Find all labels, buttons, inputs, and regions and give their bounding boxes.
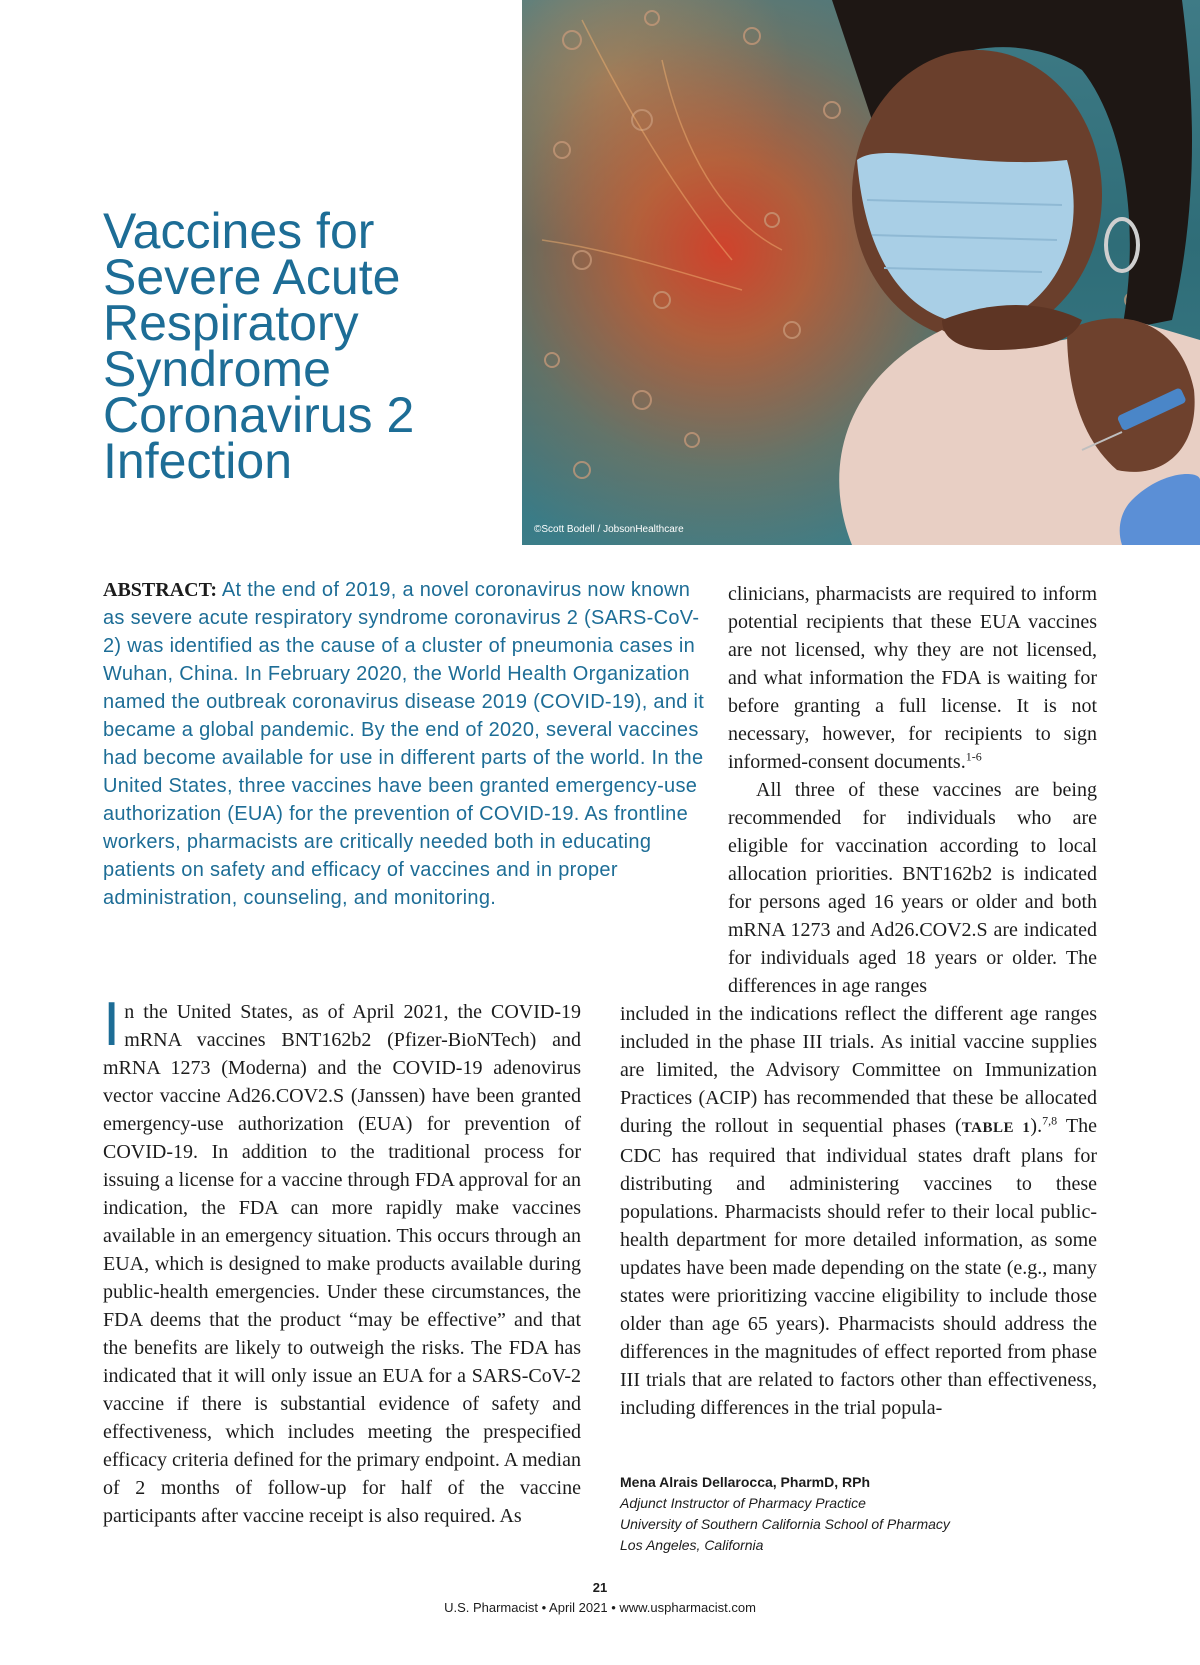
body-paragraph — [103, 990, 581, 1530]
body-paragraph — [728, 580, 1097, 776]
abstract — [103, 576, 715, 912]
body-paragraph — [728, 776, 1097, 1000]
body-column-left — [103, 990, 581, 1530]
paragraph-text: clinicians, pharmacists are required to inform potential recipients that these EUA vaccines are not licensed, why they are not licensed, and what information the FDA is waiting for before granting a full license. It is not necessary, however, for recipients to sign informed-consent documents. — [728, 583, 1097, 773]
abstract-text: At the end of 2019, a novel coronavirus now known as severe acute respiratory syndrome coronavirus 2 (SARS-CoV-2) was identified as the cause of a cluster of pneumonia cases in Wuhan, China. In February 2020, the World Health Organization named the outbreak coronavirus disease 2019 (COVID-19), and it became a global pandemic. By the end of 2020, several vaccines had become available for use in different parts of the world. In the United States, three vaccines have been granted emergency-use authorization (EUA) for the prevention of COVID-19. As frontline workers, pharmacists are critically needed both in educating patients on safety and efficacy of vaccines and in proper administration, counseling, and monitoring. — [103, 579, 705, 909]
vein-lines — [542, 20, 782, 290]
page-number: 21 — [592, 1580, 608, 1595]
abstract-label: ABSTRACT: — [103, 579, 218, 601]
paragraph-text: included in the indications reflect the different age ranges included in the phase III trials. As initial vaccine supplies are limited, the Advisory Committee on Immunization Practices (ACIP) has recommended that these be allocated during the rollout in sequential phases ( — [620, 1003, 1097, 1137]
author-block — [620, 1472, 1100, 1556]
article-title — [103, 203, 503, 489]
reference-superscript: 1-6 — [965, 749, 982, 764]
author-affiliation: Adjunct Instructor of Pharmacy Practice — [620, 1495, 866, 1511]
drop-cap: I — [103, 990, 121, 1059]
title-line: Coronavirus 2 — [103, 387, 415, 443]
title-line: Infection — [103, 433, 293, 489]
title-line: Syndrome — [103, 341, 331, 397]
page-footer — [0, 1578, 1200, 1618]
body-column-right-bottom — [620, 1000, 1097, 1422]
author-affiliation: Los Angeles, California — [620, 1537, 764, 1553]
body-column-right-top — [728, 580, 1097, 1000]
title-line: Vaccines for — [103, 203, 375, 259]
table-reference: TABLE 1 — [961, 1120, 1031, 1136]
paragraph-text: The CDC has required that individual states draft plans for distributing and administering vaccines to these populations. Pharmacists should refer to their local public-health department for more detailed information, as some updates have been made depending on the state (e.g., many states were prioritizing vaccine eligibility to include those older than age 65 years). Pharmacists should address the differences in the magnitudes of effect reported from phase III trials that are related to factors other than effectiveness, including differences in the trial popula- — [620, 1115, 1097, 1419]
title-line: Severe Acute — [103, 249, 401, 305]
paragraph-text: ). — [1030, 1115, 1043, 1137]
reference-superscript: 7,8 — [1042, 1113, 1058, 1128]
photo-credit: ©Scott Bodell / JobsonHealthcare — [534, 524, 684, 535]
footer-line: U.S. Pharmacist • April 2021 • www.uspharmacist.com — [444, 1600, 756, 1615]
body-paragraph — [620, 1000, 1097, 1422]
hero-photo — [522, 0, 1200, 545]
title-line: Respiratory — [103, 295, 359, 351]
author-name: Mena Alrais Dellarocca, PharmD, RPh — [620, 1474, 871, 1490]
author-affiliation: University of Southern California School of Pharmacy — [620, 1516, 950, 1532]
vaccination-illustration — [522, 0, 1200, 545]
paragraph-text: n the United States, as of April 2021, the COVID-19 mRNA vaccines BNT162b2 (Pfizer-BioNTech) and mRNA 1273 (Moderna) and the COVID-19 adenovirus vector vaccine Ad26.COV2.S (Janssen) have been granted emergency-use authorization (EUA) for prevention of COVID-19. In addition to the traditional process for issuing a license for a vaccine through FDA approval for an indication, the FDA can more rapidly make vaccines available in an emergency situation. This occurs through an EUA, which is designed to make products available during public-health emergencies. Under these circumstances, the FDA deems that the product “may be effective” and that the benefits are likely to outweigh the risks. The FDA has indicated that it will only issue an EUA for a SARS-CoV-2 vaccine if there is substantial evidence of safety and effectiveness, which includes meeting the prespecified efficacy criteria defined for the primary endpoint. A median of 2 months of follow-up for half of the vaccine participants after vaccine receipt is also required. As — [103, 1001, 581, 1527]
paragraph-text: All three of these vaccines are being recommended for individuals who are eligible for vaccination according to local allocation priorities. BNT162b2 is indicated for persons aged 16 years or older and both mRNA 1273 and Ad26.COV2.S are indicated for individuals aged 18 years or older. The differences in age ranges — [728, 779, 1097, 997]
